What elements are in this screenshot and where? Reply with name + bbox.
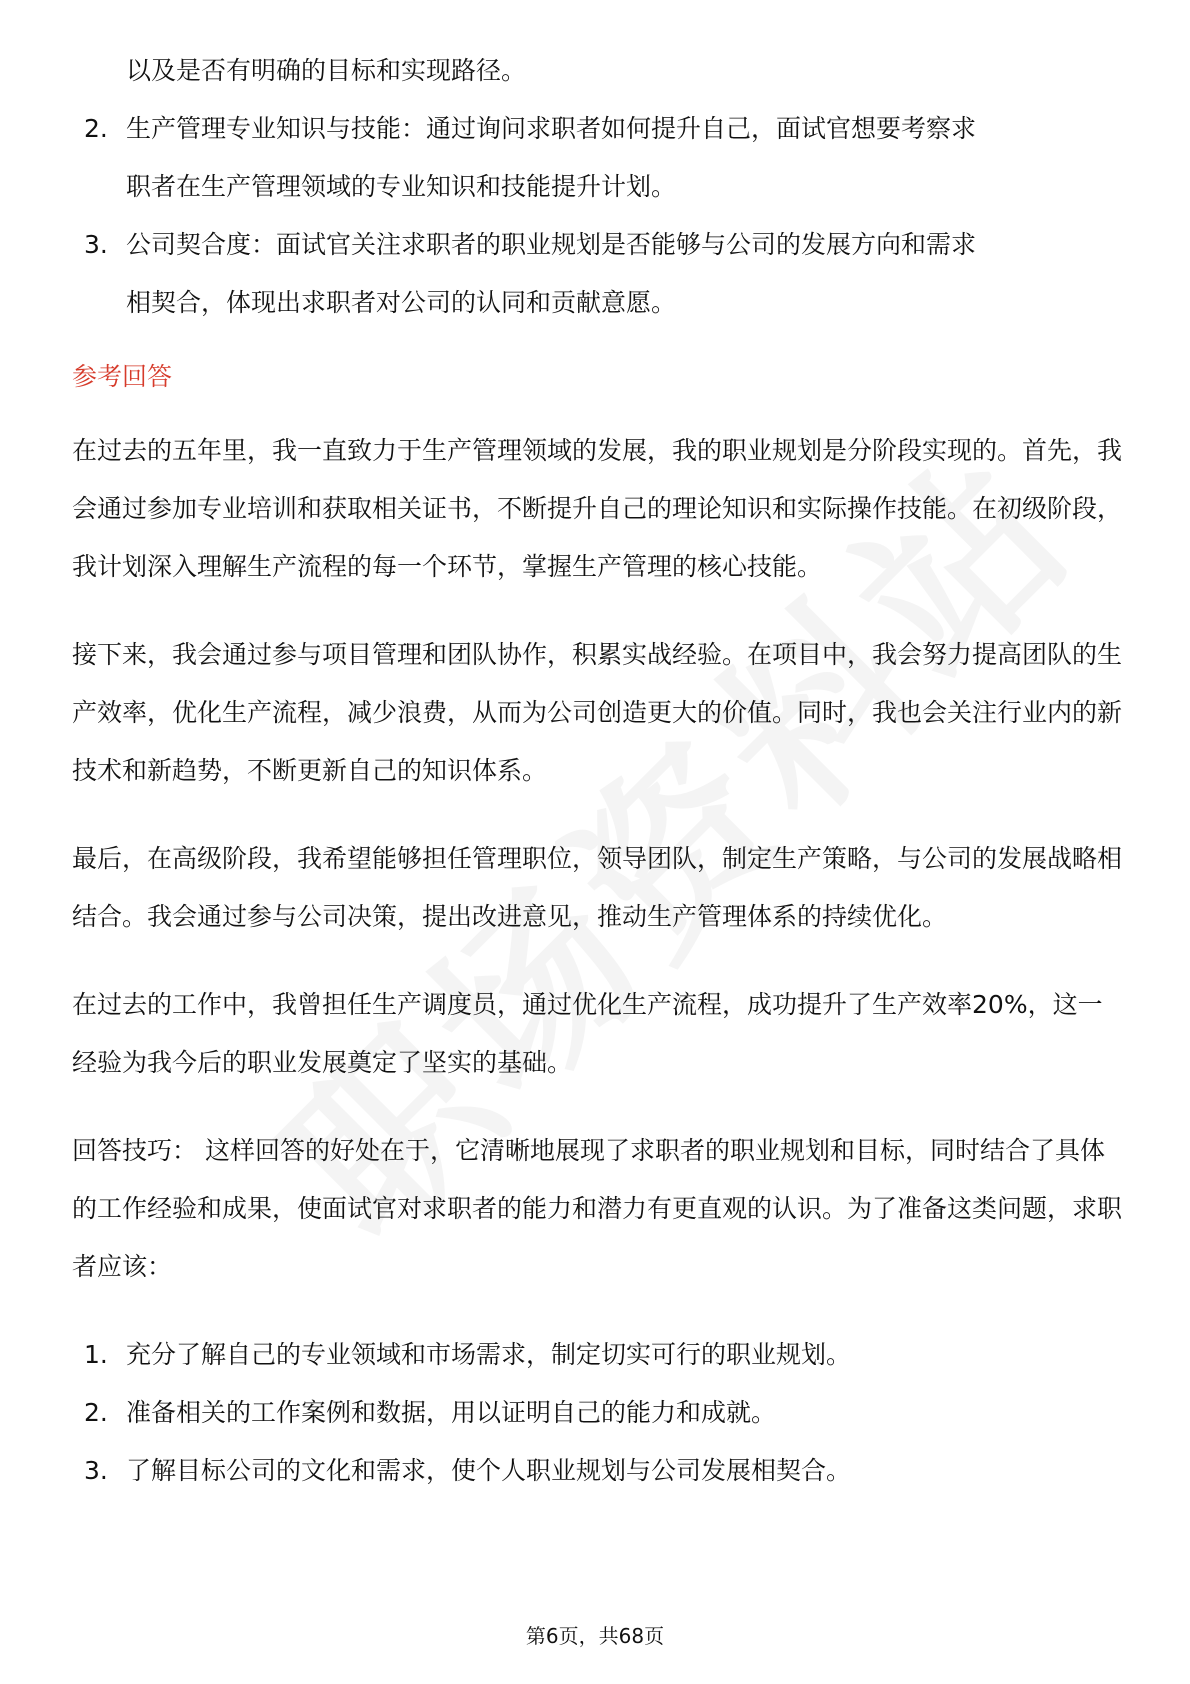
list-item [72,216,1122,332]
intro-continuation: 以及是否有明确的目标和实现路径。 [126,56,527,85]
answer-paragraph: 在过去的工作中，我曾担任生产调度员，通过优化生产流程，成功提升了生产效率20%，这一经验为我今后的职业发展奠定了坚实的基础。 [72,990,1103,1077]
answer-paragraph: 最后，在高级阶段，我希望能够担任管理职位，领导团队，制定生产策略，与公司的发展战略相结合。我会通过参与公司决策，提出改进意见，推动生产管理体系的持续优化。 [72,844,1123,931]
list-item-line: 生产管理专业知识与技能：通过询问求职者如何提升自己，面试官想要考察求 [126,114,977,143]
list-item-line: 公司契合度：面试官关注求职者的职业规划是否能够与公司的发展方向和需求 [126,230,977,259]
reference-answer-heading: 参考回答 [72,362,173,391]
list-item-line: 职者在生产管理领域的专业知识和技能提升计划。 [126,172,677,201]
list-number: 2. [84,114,108,143]
list-item [72,1442,1122,1500]
answer-tips: 回答技巧： 这样回答的好处在于，它清晰地展现了求职者的职业规划和目标，同时结合了具体的工作经验和成果，使面试官对求职者的能力和潜力有更直观的认识。为了准备这类问题，求职者应该： [72,1136,1123,1281]
list-number: 3. [84,1456,108,1485]
list-item [72,1384,1122,1442]
list-number: 2. [84,1398,108,1427]
list-number: 3. [84,230,108,259]
list-item-text: 了解目标公司的文化和需求，使个人职业规划与公司发展相契合。 [126,1456,852,1485]
list-number: 1. [84,1340,108,1369]
list-item [72,1326,1122,1384]
answer-paragraph: 接下来，我会通过参与项目管理和团队协作，积累实战经验。在项目中，我会努力提高团队的生产效率，优化生产流程，减少浪费，从而为公司创造更大的价值。同时，我也会关注行业内的新技术和新趋势，不断更新自己的知识体系。 [72,640,1123,785]
page-content [72,42,1122,1500]
answer-paragraph: 在过去的五年里，我一直致力于生产管理领域的发展，我的职业规划是分阶段实现的。首先，我会通过参加专业培训和获取相关证书，不断提升自己的理论知识和实际操作技能。在初级阶段，我计划深入理解生产流程的每一个环节，掌握生产管理的核心技能。 [72,436,1123,581]
spacer [72,332,1122,348]
list-item-line: 相契合，体现出求职者对公司的认同和贡献意愿。 [126,288,677,317]
list-item-text: 充分了解自己的专业领域和市场需求，制定切实可行的职业规划。 [126,1340,852,1369]
list-item [72,100,1122,216]
page-number-footer: 第6页，共68页 [525,1624,665,1648]
list-item-text: 准备相关的工作案例和数据，用以证明自己的能力和成就。 [126,1398,777,1427]
preparation-list [72,1326,1122,1500]
interviewer-focus-list [72,100,1122,332]
